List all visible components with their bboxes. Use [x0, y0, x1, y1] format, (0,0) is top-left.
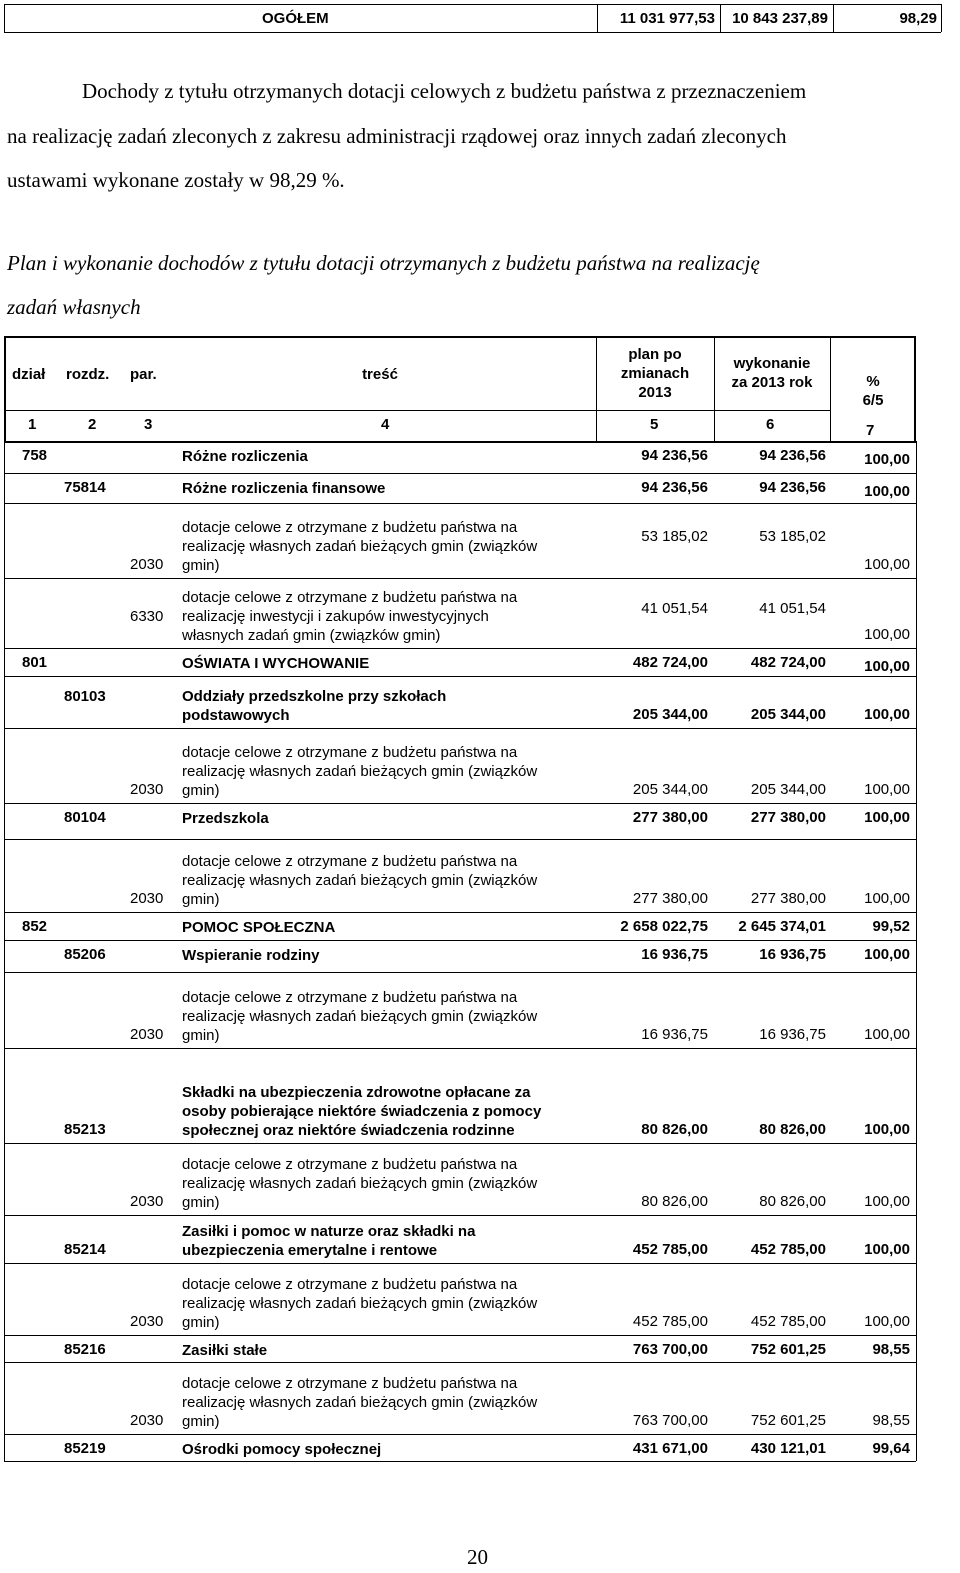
col-number: 4	[381, 416, 390, 433]
row-description: Oddziały przedszkolne przy szkołach podstawowych	[182, 688, 447, 724]
par-code: 2030	[130, 890, 164, 907]
row-description: dotacje celowe z otrzymane z budżetu państwa na realizację własnych zadań bieżących gmin (związków gmin)	[182, 744, 538, 799]
header-exec: wykonanie za 2013 rok	[731, 355, 813, 391]
pct-value: 99,52	[872, 918, 910, 935]
page-number: 20	[467, 1545, 488, 1569]
col-number: 1	[28, 416, 37, 433]
plan-value: 94 236,56	[641, 447, 708, 464]
row-description: dotacje celowe z otrzymane z budżetu państwa na realizację własnych zadań bieżących gmin (związków gmin)	[182, 1156, 538, 1211]
col-number: 7	[866, 422, 875, 439]
pct-value: 100,00	[864, 890, 910, 907]
pct-value: 100,00	[864, 483, 910, 500]
par-code: 2030	[130, 1313, 164, 1330]
row-description: dotacje celowe z otrzymane z budżetu państwa na realizację własnych zadań bieżących gmin (związków gmin)	[182, 1375, 538, 1430]
summary-pct: 98,29	[899, 10, 937, 27]
rozdz-code: 85213	[64, 1121, 106, 1138]
par-code: 2030	[130, 781, 164, 798]
dzial-code: 758	[22, 447, 48, 464]
row-description: dotacje celowe z otrzymane z budżetu państwa na realizację własnych zadań bieżących gmin (związków gmin)	[182, 519, 538, 574]
plan-value: 277 380,00	[632, 809, 708, 826]
pct-value: 100,00	[864, 1241, 910, 1258]
plan-value: 80 826,00	[641, 1121, 708, 1138]
row-description: Wspieranie rodziny	[182, 947, 320, 964]
exec-value: 53 185,02	[759, 528, 826, 545]
pct-value: 100,00	[864, 706, 910, 723]
rozdz-code: 80104	[64, 809, 106, 826]
header-rozdz: rozdz.	[66, 366, 110, 383]
pct-value: 100,00	[864, 658, 910, 675]
row-description: Ośrodki pomocy społecznej	[182, 1441, 382, 1458]
exec-value: 452 785,00	[750, 1313, 826, 1330]
pct-value: 100,00	[864, 809, 910, 826]
par-code: 2030	[130, 556, 164, 573]
exec-value: 16 936,75	[759, 946, 826, 963]
col-number: 2	[88, 416, 97, 433]
row-description: dotacje celowe z otrzymane z budżetu państwa na realizację inwestycji i zakupów inwestycyjnych własnych zadań gmin (związków gmin)	[182, 589, 518, 644]
exec-value: 482 724,00	[750, 654, 826, 671]
header-pct: % 6/5	[862, 373, 884, 409]
header-plan: plan po zmianach 2013	[620, 346, 690, 401]
pct-value: 98,55	[872, 1412, 910, 1429]
pct-value: 99,64	[872, 1440, 910, 1457]
header-dzial: dział	[12, 366, 46, 383]
row-description: Składki na ubezpieczenia zdrowotne opłacane za osoby pobierające niektóre świadczenia z pomocy społecznej oraz niektóre świadczenia rodzinne	[182, 1084, 542, 1139]
pct-value: 100,00	[864, 1193, 910, 1210]
exec-value: 80 826,00	[759, 1121, 826, 1138]
dzial-code: 801	[22, 654, 48, 671]
plan-value: 277 380,00	[632, 890, 708, 907]
exec-value: 16 936,75	[759, 1026, 826, 1043]
plan-value: 94 236,56	[641, 479, 708, 496]
plan-value: 482 724,00	[632, 654, 708, 671]
row-description: Różne rozliczenia finansowe	[182, 480, 386, 497]
exec-value: 277 380,00	[750, 890, 826, 907]
paragraph-line: ustawami wykonane zostały w 98,29 %.	[7, 168, 345, 192]
row-description: dotacje celowe z otrzymane z budżetu państwa na realizację własnych zadań bieżących gmin (związków gmin)	[182, 989, 538, 1044]
col-number: 6	[766, 416, 775, 433]
pct-value: 100,00	[864, 1026, 910, 1043]
rozdz-code: 80103	[64, 688, 106, 705]
exec-value: 2 645 374,01	[738, 918, 826, 935]
exec-value: 205 344,00	[750, 706, 826, 723]
summary-plan: 11 031 977,53	[619, 10, 715, 27]
exec-value: 277 380,00	[750, 809, 826, 826]
pct-value: 100,00	[864, 1121, 910, 1138]
plan-value: 16 936,75	[641, 1026, 708, 1043]
exec-value: 430 121,01	[750, 1440, 826, 1457]
plan-value: 2 658 022,75	[620, 918, 708, 935]
dzial-code: 852	[22, 918, 48, 935]
rozdz-code: 85216	[64, 1341, 106, 1358]
plan-value: 16 936,75	[641, 946, 708, 963]
plan-value: 41 051,54	[641, 600, 708, 617]
row-description: dotacje celowe z otrzymane z budżetu państwa na realizację własnych zadań bieżących gmin (związków gmin)	[182, 1276, 538, 1331]
exec-value: 41 051,54	[759, 600, 826, 617]
row-description: POMOC SPOŁECZNA	[182, 919, 336, 936]
header-par: par.	[130, 366, 157, 383]
summary-label: OGÓŁEM	[262, 10, 329, 27]
row-description: Przedszkola	[182, 810, 269, 827]
plan-value: 763 700,00	[632, 1341, 708, 1358]
pct-value: 100,00	[864, 1313, 910, 1330]
col-number: 5	[650, 416, 659, 433]
row-description: dotacje celowe z otrzymane z budżetu państwa na realizację własnych zadań bieżących gmin (związków gmin)	[182, 853, 538, 908]
exec-value: 94 236,56	[759, 447, 826, 464]
exec-value: 752 601,25	[750, 1341, 826, 1358]
row-description: OŚWIATA I WYCHOWANIE	[182, 655, 370, 672]
par-code: 2030	[130, 1412, 164, 1429]
col-number: 3	[144, 416, 153, 433]
plan-value: 763 700,00	[632, 1412, 708, 1429]
par-code: 6330	[130, 608, 164, 625]
plan-value: 53 185,02	[641, 528, 708, 545]
row-description: Zasiłki i pomoc w naturze oraz składki na ubezpieczenia emerytalne i rentowe	[182, 1223, 476, 1259]
rozdz-code: 85214	[64, 1241, 106, 1258]
pct-value: 100,00	[864, 556, 910, 573]
plan-value: 452 785,00	[632, 1241, 708, 1258]
rozdz-code: 85219	[64, 1440, 106, 1457]
plan-value: 80 826,00	[641, 1193, 708, 1210]
exec-value: 752 601,25	[750, 1412, 826, 1429]
plan-value: 205 344,00	[632, 706, 708, 723]
exec-value: 94 236,56	[759, 479, 826, 496]
plan-value: 205 344,00	[632, 781, 708, 798]
par-code: 2030	[130, 1193, 164, 1210]
summary-exec: 10 843 237,89	[732, 10, 828, 27]
exec-value: 452 785,00	[750, 1241, 826, 1258]
exec-value: 205 344,00	[750, 781, 826, 798]
pct-value: 100,00	[864, 781, 910, 798]
paragraph-line: Dochody z tytułu otrzymanych dotacji celowych z budżetu państwa z przeznaczeniem	[82, 79, 807, 103]
header-tresc: treść	[362, 366, 398, 383]
row-description: Zasiłki stałe	[182, 1342, 268, 1359]
exec-value: 80 826,00	[759, 1193, 826, 1210]
pct-value: 100,00	[864, 451, 910, 468]
row-description: Różne rozliczenia	[182, 448, 308, 465]
paragraph-line: na realizację zadań zleconych z zakresu administracji rządowej oraz innych zadań zleconych	[7, 124, 787, 148]
pct-value: 100,00	[864, 946, 910, 963]
rozdz-code: 75814	[64, 479, 106, 496]
heading-line: Plan i wykonanie dochodów z tytułu dotacji otrzymanych z budżetu państwa na realizację	[7, 251, 760, 275]
plan-value: 431 671,00	[632, 1440, 708, 1457]
par-code: 2030	[130, 1026, 164, 1043]
pct-value: 98,55	[872, 1341, 910, 1358]
plan-value: 452 785,00	[632, 1313, 708, 1330]
heading-line: zadań własnych	[7, 295, 141, 319]
rozdz-code: 85206	[64, 946, 106, 963]
pct-value: 100,00	[864, 626, 910, 643]
